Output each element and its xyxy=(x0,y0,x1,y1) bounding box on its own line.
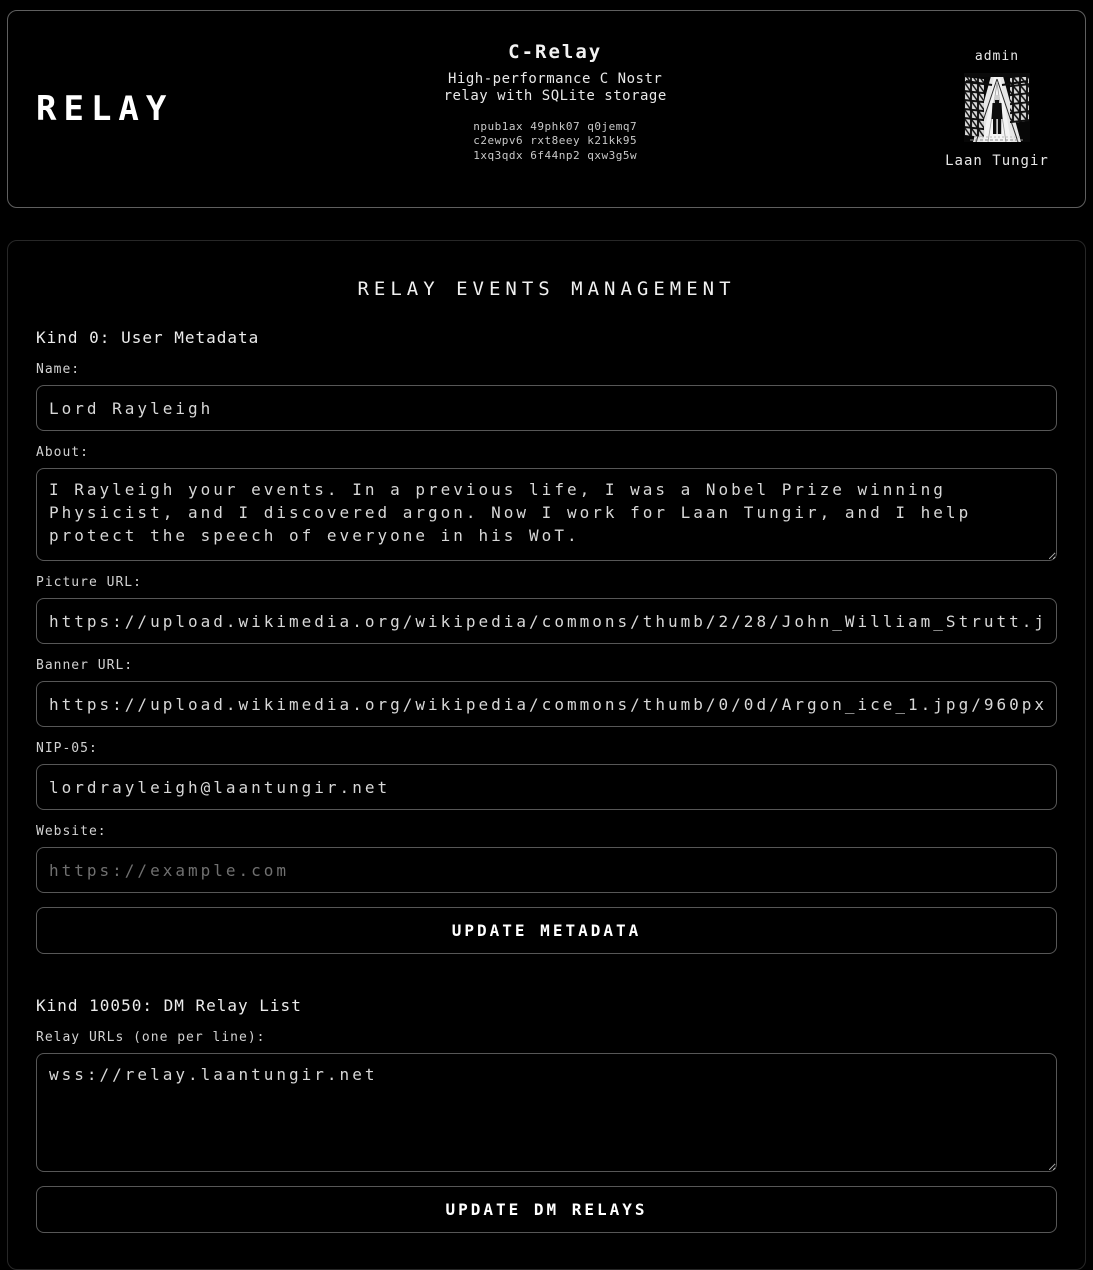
section-heading-dm-relay-list: Kind 10050: DM Relay List xyxy=(36,996,302,1015)
npub-line: npub1ax 49phk07 q0jemq7 xyxy=(473,119,638,133)
app-title: C-Relay xyxy=(508,40,603,63)
about-label: About: xyxy=(36,445,89,460)
website-input[interactable] xyxy=(36,847,1057,893)
website-label: Website: xyxy=(36,824,107,839)
name-label: Name: xyxy=(36,362,81,377)
update-metadata-button[interactable]: UPDATE METADATA xyxy=(36,907,1057,954)
update-dm-relays-button[interactable]: UPDATE DM RELAYS xyxy=(36,1186,1057,1233)
relay-npub-key xyxy=(441,120,669,164)
nip05-label: NIP-05: xyxy=(36,741,98,756)
nip05-input[interactable] xyxy=(36,764,1057,810)
picture-url-label: Picture URL: xyxy=(36,575,142,590)
banner-url-input[interactable] xyxy=(36,681,1057,727)
relay-logo: RELAY xyxy=(36,89,174,129)
picture-url-input[interactable] xyxy=(36,598,1057,644)
header-app-info xyxy=(441,41,669,164)
relay-events-panel xyxy=(7,240,1086,1270)
relay-urls-label: Relay URLs (one per line): xyxy=(36,1030,266,1045)
npub-line: 1xq3qdx 6f44np2 qxw3g5w xyxy=(473,148,638,162)
admin-name: Laan Tungir xyxy=(945,153,1049,169)
about-textarea[interactable] xyxy=(36,468,1057,561)
admin-profile xyxy=(937,49,1057,169)
npub-line: c2ewpv6 rxt8eey k21kk95 xyxy=(473,134,638,148)
section-heading-user-metadata: Kind 0: User Metadata xyxy=(36,328,260,347)
page-title: RELAY EVENTS MANAGEMENT xyxy=(357,278,736,300)
app-subtitle: High-performance C Nostr relay with SQLite storage xyxy=(443,70,667,104)
name-input[interactable] xyxy=(36,385,1057,431)
admin-avatar xyxy=(964,73,1030,142)
header-panel xyxy=(7,10,1086,208)
relay-urls-textarea[interactable] xyxy=(36,1053,1057,1172)
admin-role-label: admin xyxy=(974,49,1020,64)
banner-url-label: Banner URL: xyxy=(36,658,134,673)
admin-avatar-image xyxy=(964,73,1030,142)
